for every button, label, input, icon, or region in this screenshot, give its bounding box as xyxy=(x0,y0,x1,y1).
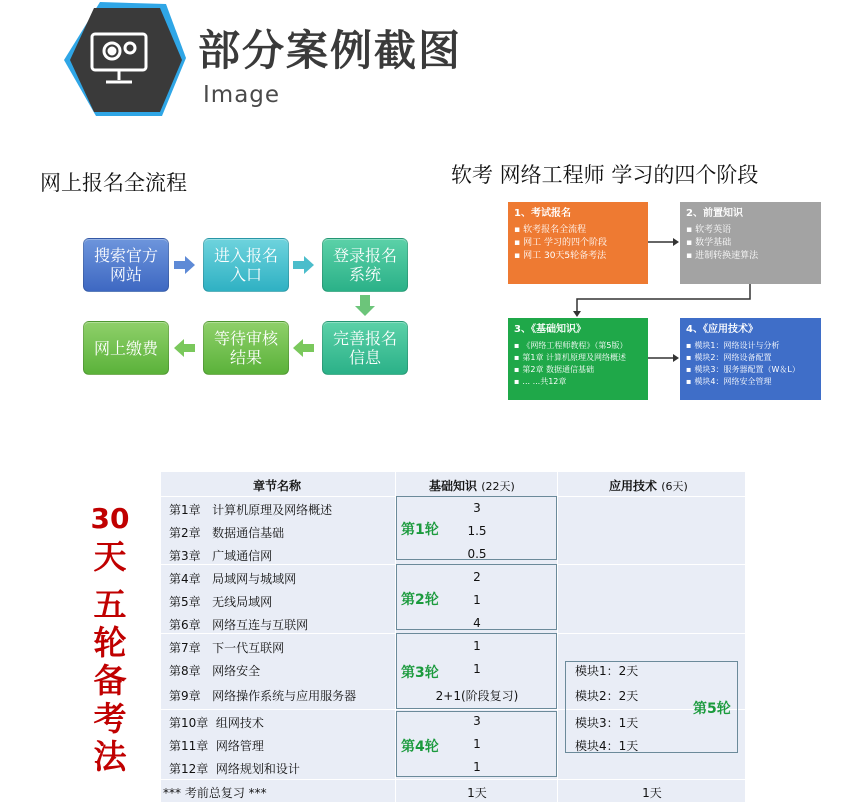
table-row-days: 1.5 xyxy=(467,524,487,538)
header-basic-label: 基础知识 xyxy=(429,479,478,493)
table-row-days: 3 xyxy=(473,714,481,728)
flow-step-text: 完善报名 xyxy=(332,329,397,348)
table-row-chapter: 第2章 数据通信基础 xyxy=(169,526,285,540)
header-basic-days: (22天) xyxy=(481,480,515,493)
review-applied-days: 1天 xyxy=(642,786,662,800)
arrow-right-icon xyxy=(174,256,196,274)
stage-point: ▪ 数学基础 xyxy=(694,237,815,250)
vertical-title-char: 考 xyxy=(93,699,127,738)
table-row-chapter: 第1章 计算机原理及网络概述 xyxy=(169,503,333,517)
table-row-days: 2 xyxy=(473,570,481,584)
stage-point: ▪ 《网络工程师教程》（第5版） xyxy=(522,340,642,352)
module-3: 模块3：1天 xyxy=(575,716,639,730)
stage-1-registration xyxy=(508,202,648,284)
header-applied-days: (6天) xyxy=(661,480,688,493)
stage-point: ▪ 模块4：网络安全管理 xyxy=(694,376,815,388)
table-row-chapter: 第6章 网络互连与互联网 xyxy=(169,618,309,632)
stage-3-basic-knowledge xyxy=(508,318,648,400)
table-row-chapter: 第11章 网络管理 xyxy=(169,739,264,753)
arrow-right-icon xyxy=(293,256,315,274)
flow-step-text: 网站 xyxy=(109,265,142,284)
vertical-title-char: 轮 xyxy=(93,623,127,662)
table-row-chapter: 第4章 局域网与城域网 xyxy=(169,572,297,586)
flow-step-enter-entry xyxy=(203,238,289,292)
table-row-chapter: 第5章 无线局域网 xyxy=(169,595,273,609)
flow-step-text: 网上缴费 xyxy=(93,338,158,358)
stage-point: ▪ ... ...共12章 xyxy=(522,376,642,388)
round-3-label: 第3轮 xyxy=(401,665,439,681)
flow-caption: 网上报名全流程 xyxy=(40,171,187,195)
vertical-title-char: 五 xyxy=(93,585,127,624)
round-5-label: 第5轮 xyxy=(693,701,731,717)
vertical-title-char: 30 xyxy=(90,502,130,535)
stage-point: ▪ 软考英语 xyxy=(694,224,815,237)
stage-title: 1、考试报名 xyxy=(514,208,571,219)
table-row-chapter: 第9章 网络操作系统与应用服务器 xyxy=(169,689,357,703)
stage-2-prerequisites xyxy=(680,202,821,284)
header-chapter: 章节名称 xyxy=(253,479,302,493)
table-row-days: 1 xyxy=(473,662,481,676)
table-row-days: 1 xyxy=(473,593,481,607)
flow-step-text: 系统 xyxy=(348,265,381,284)
arrow-left-icon xyxy=(293,339,315,357)
flow-step-search-site xyxy=(83,238,169,292)
stage-point: ▪ 模块2：网络设备配置 xyxy=(694,352,815,364)
column-divider xyxy=(557,472,558,802)
stage-title: 3、《基础知识》 xyxy=(514,324,586,335)
vertical-title-char: 法 xyxy=(93,737,127,776)
stage-4-applied-technology xyxy=(680,318,821,400)
table-row-days: 0.5 xyxy=(467,547,487,561)
stage-title: 4、《应用技术》 xyxy=(686,324,758,335)
flow-step-text: 信息 xyxy=(348,348,381,367)
flow-step-pay-online xyxy=(83,321,169,375)
table-row-chapter: 第12章 网络规划和设计 xyxy=(169,762,300,776)
round-2-label: 第2轮 xyxy=(401,592,439,608)
module-2: 模块2：2天 xyxy=(575,689,639,703)
module-4: 模块4：1天 xyxy=(575,739,639,753)
table-row-chapter: 第3章 广域通信网 xyxy=(169,549,273,563)
stage-point: ▪ 第2章 数据通信基础 xyxy=(522,364,642,376)
stage-point: ▪ 模块1：网络设计与分析 xyxy=(694,340,815,352)
table-row-days: 1 xyxy=(473,639,481,653)
header-applied-label: 应用技术 xyxy=(609,479,658,493)
flow-step-text: 结果 xyxy=(229,348,262,367)
arrow-left-icon xyxy=(174,339,196,357)
review-label: *** 考前总复习 *** xyxy=(163,786,267,800)
stages-caption: 软考 网络工程师 学习的四个阶段 xyxy=(451,163,759,187)
flow-step-text: 进入报名 xyxy=(213,246,278,265)
vertical-title-char: 备 xyxy=(93,661,127,700)
row-divider xyxy=(161,779,745,780)
table-row-days: 1 xyxy=(473,737,481,751)
round-4-label: 第4轮 xyxy=(401,739,439,755)
header-logo xyxy=(60,0,188,120)
header-applied xyxy=(609,477,688,494)
table-row-chapter: 第7章 下一代互联网 xyxy=(169,641,285,655)
vertical-title xyxy=(88,500,132,776)
page-title: 部分案例截图 xyxy=(198,26,463,75)
flow-step-complete-info xyxy=(322,321,408,375)
flow-step-await-review xyxy=(203,321,289,375)
vertical-title-char: 天 xyxy=(93,537,127,576)
table-row-days: 4 xyxy=(473,616,481,630)
review-basic-days: 1天 xyxy=(467,786,487,800)
flow-step-text: 搜索官方 xyxy=(93,246,158,265)
arrow-right-icon xyxy=(648,236,680,248)
stage-point: ▪ 第1章 计算机原理及网络概述 xyxy=(522,352,642,364)
stage-point: ▪ 网工 30天5轮备考法 xyxy=(522,250,642,263)
stage-point: ▪ 模块3：服务器配置（W＆L） xyxy=(694,364,815,376)
arrow-connector-icon xyxy=(572,284,752,318)
round-1-label: 第1轮 xyxy=(401,522,439,538)
stage-point: ▪ 网工 学习的四个阶段 xyxy=(522,237,642,250)
table-row-chapter: 第8章 网络安全 xyxy=(169,664,261,678)
stage-point: ▪ 软考报名全流程 xyxy=(522,224,642,237)
header-basic xyxy=(429,477,515,494)
arrow-right-icon xyxy=(648,352,680,364)
study-plan-table xyxy=(161,472,745,802)
flow-step-text: 等待审核 xyxy=(213,329,278,348)
table-row-days: 3 xyxy=(473,501,481,515)
stage-point: ▪ 进制转换速算法 xyxy=(694,250,815,263)
stage-title: 2、前置知识 xyxy=(686,208,743,219)
table-row-chapter: 第10章 组网技术 xyxy=(169,716,264,730)
module-1: 模块1：2天 xyxy=(575,664,639,678)
flow-step-text: 登录报名 xyxy=(332,246,397,265)
flow-step-login xyxy=(322,238,408,292)
page-subtitle: Image xyxy=(203,82,281,108)
flow-step-text: 入口 xyxy=(229,265,262,284)
table-row-days: 1 xyxy=(473,760,481,774)
table-row-days: 2+1(阶段复习) xyxy=(435,689,519,703)
arrow-down-icon xyxy=(355,295,375,317)
